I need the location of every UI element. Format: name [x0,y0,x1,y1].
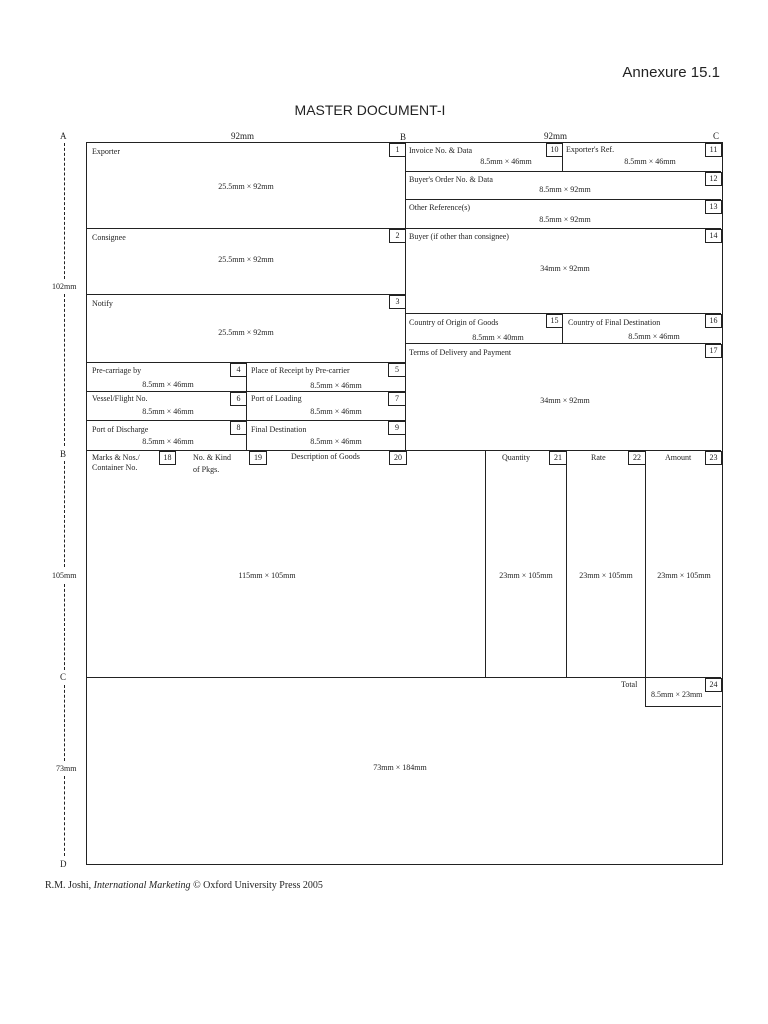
terms-number: 17 [705,344,722,358]
invoice-label: Invoice No. & Data [409,146,473,155]
notify-number: 3 [389,295,406,309]
divider-quantity [485,450,486,677]
divider-other-buyer [405,228,721,229]
buyer-dim: 34mm × 92mm [540,264,590,273]
footer-author: R.M. Joshi, [45,880,94,891]
country-dest-label: Country of Final Destination [568,318,661,327]
marks-label-line1: Marks & Nos./ [92,453,140,462]
port-discharge-number: 8 [230,421,247,435]
side-ruler-line-c [64,685,65,761]
ruler-height-b: 105mm [52,571,77,580]
side-ruler-line-b2 [64,584,65,670]
annexure-label: Annexure 15.1 [622,64,720,81]
exporters-ref-number: 11 [705,143,722,157]
description-dim: 115mm × 105mm [238,571,296,580]
invoice-number: 10 [546,143,563,157]
quantity-dim: 23mm × 105mm [499,571,553,580]
ruler-label-d: D [60,859,67,869]
divider-invoice-order [405,171,721,172]
divider-exporter-consignee [86,228,406,229]
pre-carriage-number: 4 [230,363,247,377]
description-label: Description of Goods [291,452,360,461]
divider-order-other [405,199,721,200]
total-number: 24 [705,678,722,692]
vessel-number: 6 [230,392,247,406]
quantity-number: 21 [549,451,567,465]
footer-publisher: © Oxford University Press 2005 [190,880,323,891]
country-origin-number: 15 [546,314,563,328]
rate-number: 22 [628,451,646,465]
total-dim: 8.5mm × 23mm [651,690,703,699]
place-receipt-label: Place of Receipt by Pre-carrier [251,366,350,375]
place-receipt-dim: 8.5mm × 46mm [310,381,362,390]
vessel-label: Vessel/Flight No. [92,394,148,403]
notify-label: Notify [92,299,113,308]
ruler-label-a: A [60,131,67,141]
amount-dim: 23mm × 105mm [657,571,711,580]
exporters-ref-label: Exporter's Ref. [566,145,615,154]
side-ruler-line-a2 [64,294,65,446]
side-ruler-line-c2 [64,776,65,856]
ruler-label-b-top: B [400,132,407,142]
amount-number: 23 [705,451,722,465]
place-receipt-number: 5 [388,363,406,377]
page-title: MASTER DOCUMENT-I [294,102,446,118]
other-ref-label: Other Reference(s) [409,203,471,212]
ruler-label-c-top: C [713,131,720,141]
divider-total-bottom [645,706,721,707]
exporter-dim: 25.5mm × 92mm [218,182,274,191]
buyers-order-dim: 8.5mm × 92mm [539,185,591,194]
exporter-label: Exporter [92,147,120,156]
kind-pkgs-label-line1: No. & Kind [193,453,231,462]
other-ref-number: 13 [705,200,722,214]
divider-buyer-country [405,313,721,314]
terms-label: Terms of Delivery and Payment [409,348,512,357]
description-number: 20 [389,451,407,465]
ruler-height-c: 73mm [56,764,77,773]
marks-label-line2: Container No. [92,463,138,472]
country-origin-label: Country of Origin of Goods [409,318,499,327]
ruler-top-left-dim: 92mm [231,131,255,141]
divider-country-terms [405,343,721,344]
port-loading-number: 7 [388,392,406,406]
exporter-number: 1 [389,143,406,157]
buyers-order-number: 12 [705,172,722,186]
other-ref-dim: 8.5mm × 92mm [539,215,591,224]
bottom-box-dim: 73mm × 184mm [373,763,427,772]
buyer-label: Buyer (if other than consignee) [409,232,509,241]
divider-rate [566,450,567,677]
rate-dim: 23mm × 105mm [579,571,633,580]
side-ruler-line-b [64,461,65,567]
pre-carriage-dim: 8.5mm × 46mm [142,380,194,389]
quantity-label: Quantity [502,453,530,462]
port-discharge-dim: 8.5mm × 46mm [142,437,194,446]
consignee-number: 2 [389,229,406,243]
vessel-dim: 8.5mm × 46mm [142,407,194,416]
divider-consignee-notify [86,294,406,295]
port-loading-dim: 8.5mm × 46mm [310,407,362,416]
final-destination-dim: 8.5mm × 46mm [310,437,362,446]
kind-pkgs-number: 19 [249,451,267,465]
side-ruler-line-a [64,143,65,279]
terms-dim: 34mm × 92mm [540,396,590,405]
marks-number: 18 [159,451,176,465]
country-dest-number: 16 [705,314,722,328]
ruler-height-a: 102mm [52,282,77,291]
port-loading-label: Port of Loading [251,394,302,403]
kind-pkgs-label-line2: of Pkgs. [193,465,220,474]
final-destination-label: Final Destination [251,425,307,434]
total-label: Total [621,680,638,689]
divider-goods-bottom [86,677,721,678]
pre-carriage-label: Pre-carriage by [92,366,142,375]
buyer-number: 14 [705,229,722,243]
country-origin-dim: 8.5mm × 40mm [472,333,524,342]
footer-citation [45,880,323,891]
footer-book-title: International Marketing [93,880,191,891]
ruler-label-b-side: B [60,449,67,459]
ruler-label-c-side: C [60,672,67,682]
notify-dim: 25.5mm × 92mm [218,328,274,337]
consignee-label: Consignee [92,233,126,242]
rate-label: Rate [591,453,606,462]
final-destination-number: 9 [388,421,406,435]
ruler-top-right-dim: 92mm [544,131,568,141]
port-discharge-label: Port of Discharge [92,425,149,434]
amount-label: Amount [665,453,692,462]
invoice-dim: 8.5mm × 46mm [480,157,532,166]
country-dest-dim: 8.5mm × 46mm [628,332,680,341]
buyers-order-label: Buyer's Order No. & Data [409,175,493,184]
exporters-ref-dim: 8.5mm × 46mm [624,157,676,166]
consignee-dim: 25.5mm × 92mm [218,255,274,264]
